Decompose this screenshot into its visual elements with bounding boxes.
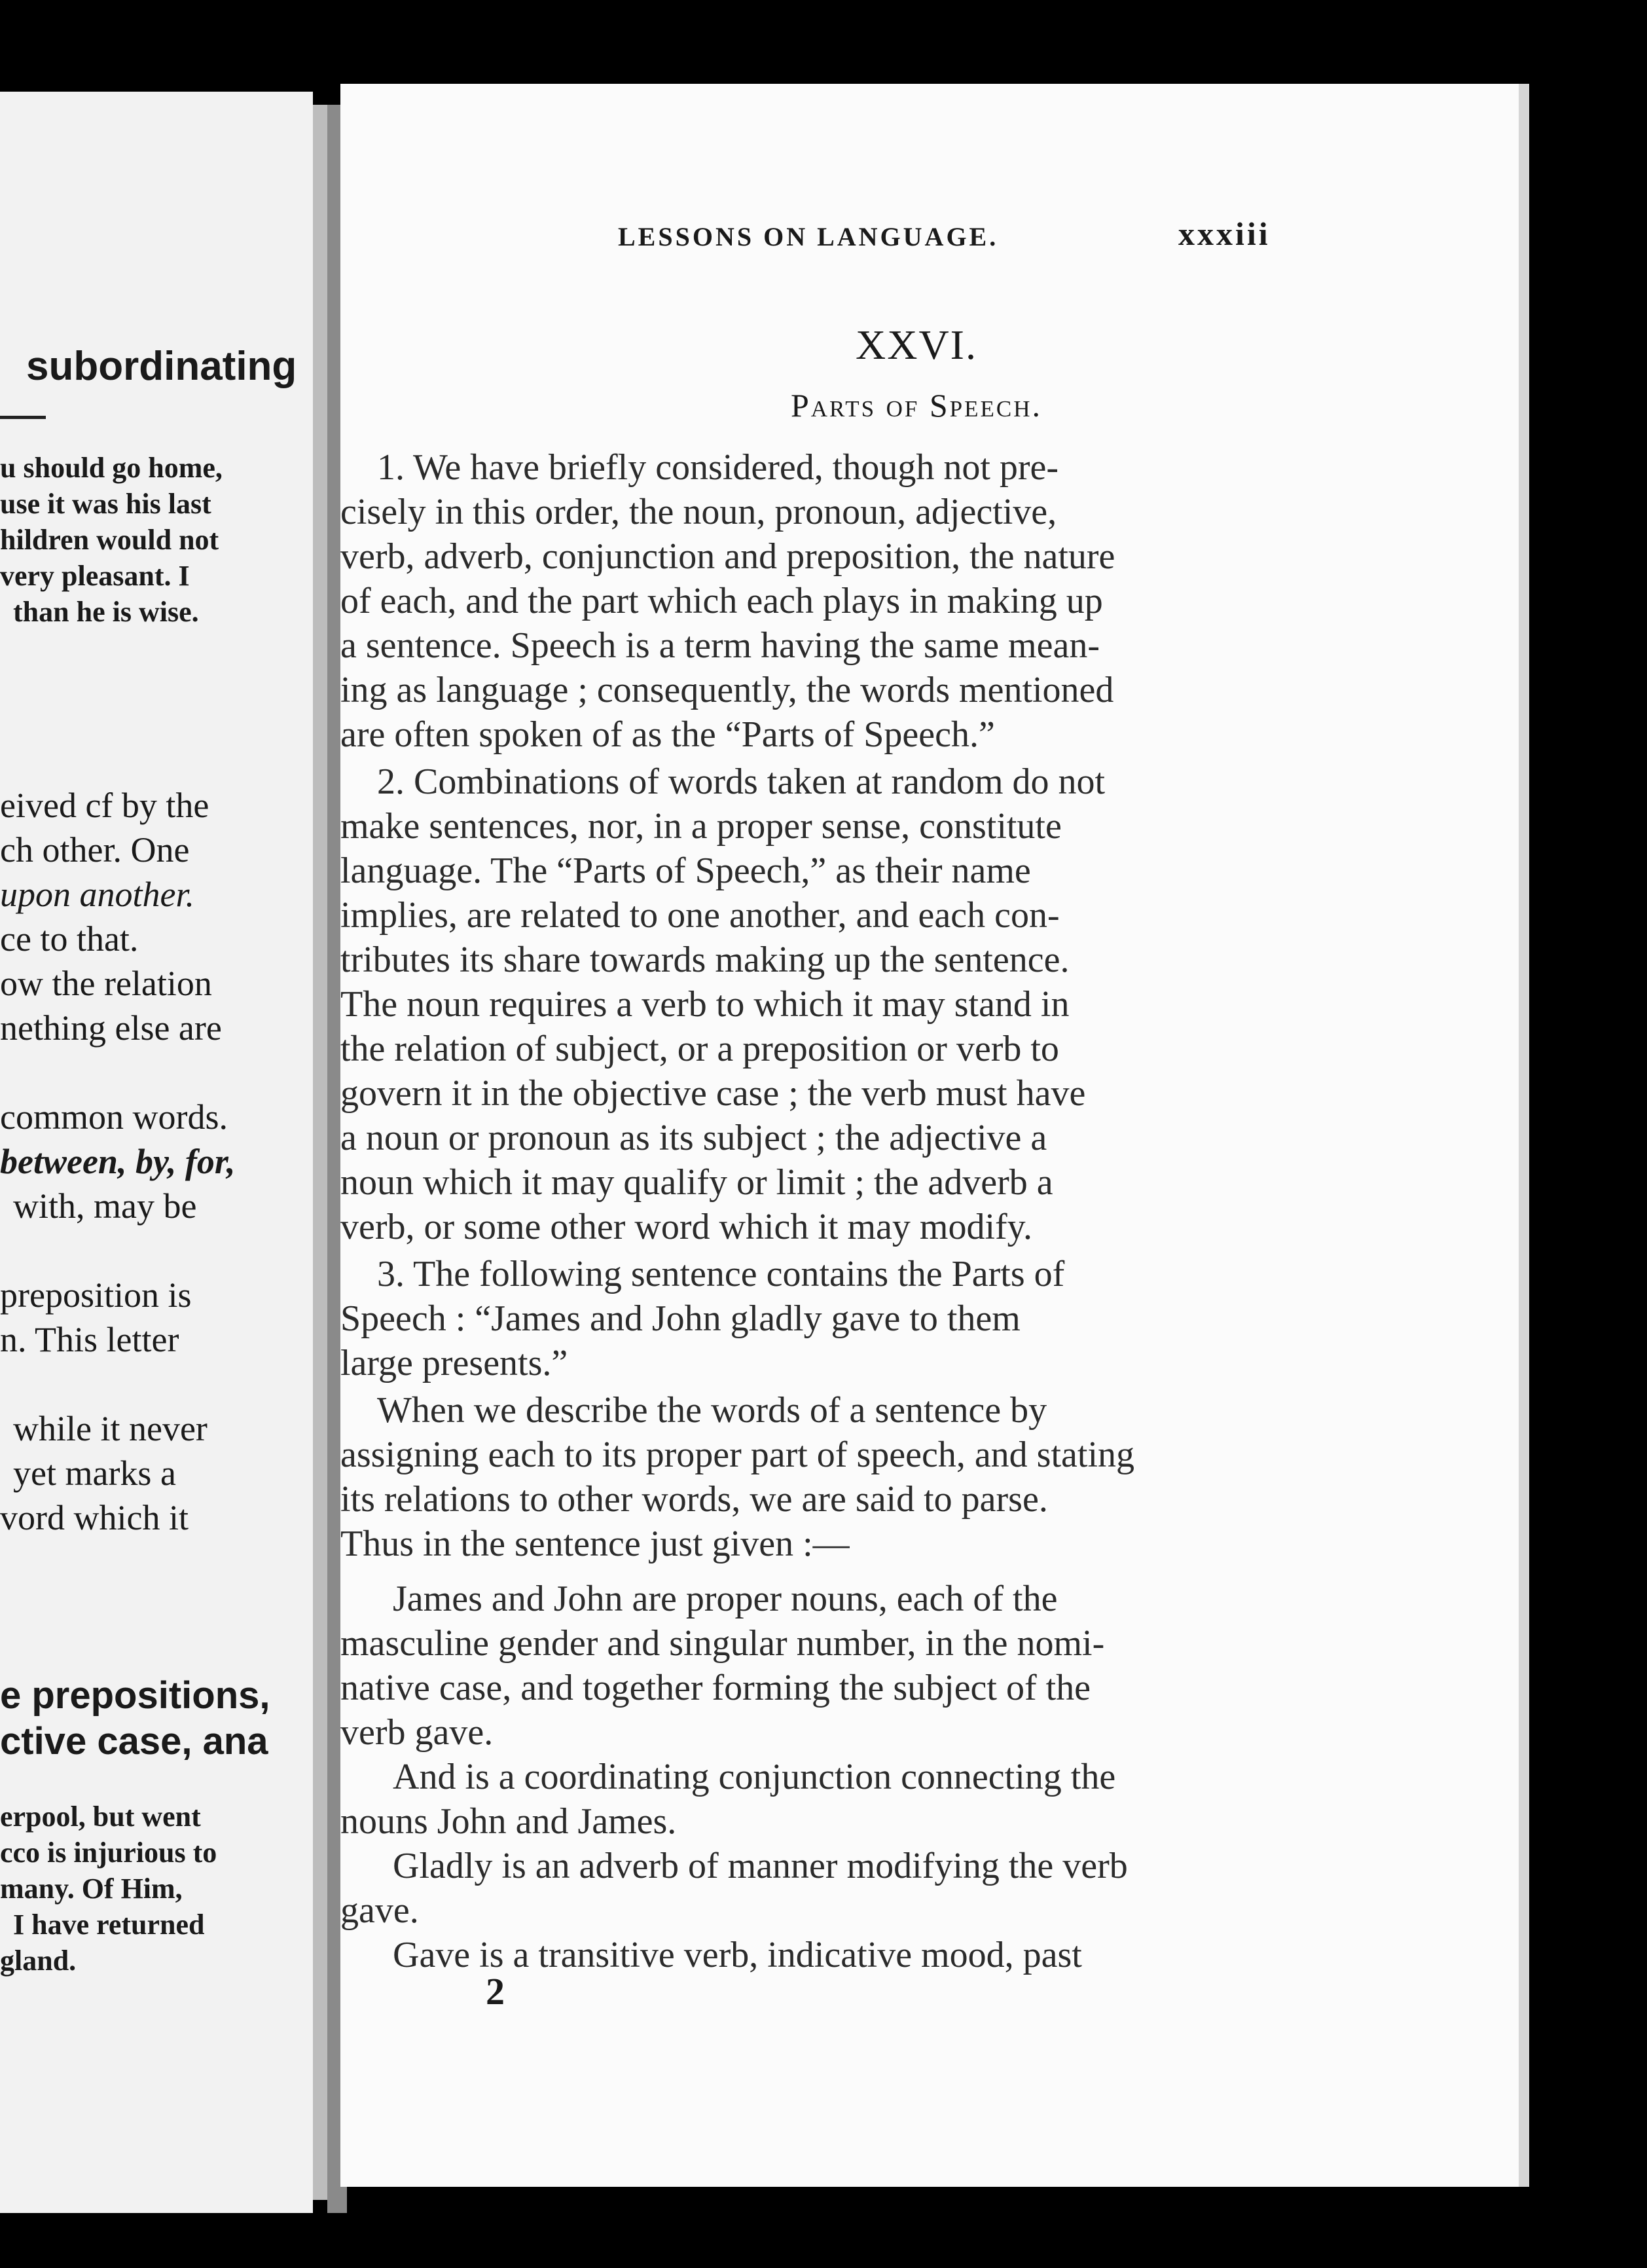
text-line: When we describe the words of a sentence by bbox=[377, 1390, 1047, 1431]
text-line: native case, and together forming the subject of the bbox=[340, 1668, 1091, 1708]
left-line: than he is wise. bbox=[13, 596, 199, 628]
signature-mark: 2 bbox=[486, 1970, 505, 2013]
text-line: cisely in this order, the noun, pronoun, adjective, bbox=[340, 492, 1057, 532]
text-line: James and John are proper nouns, each of the bbox=[393, 1579, 1058, 1619]
lesson-number: XXVI. bbox=[856, 321, 977, 368]
left-line: use it was his last bbox=[0, 488, 211, 520]
left-line: ctive case, ana bbox=[0, 1720, 268, 1763]
left-line: I have returned bbox=[13, 1909, 205, 1941]
text-line: govern it in the objective case ; the verb must have bbox=[340, 1073, 1086, 1114]
text-line: Gave is a transitive verb, indicative mood, past bbox=[393, 1935, 1082, 1975]
left-line: eived cf by the bbox=[0, 786, 209, 825]
text-line: tributes its share towards making up the sentence. bbox=[340, 940, 1070, 980]
text-line: Thus in the sentence just given :— bbox=[340, 1524, 850, 1564]
gutter-shadow bbox=[313, 105, 327, 2200]
left-line: gland. bbox=[0, 1945, 77, 1977]
left-line: ow the relation bbox=[0, 964, 212, 1003]
left-line: n. This letter bbox=[0, 1320, 179, 1359]
text-line: its relations to other words, we are said to parse. bbox=[340, 1479, 1048, 1520]
right-page bbox=[340, 84, 1529, 2187]
text-line: language. The “Parts of Speech,” as their name bbox=[340, 850, 1031, 891]
text-line: The noun requires a verb to which it may stand in bbox=[340, 984, 1070, 1025]
left-line: erpool, but went bbox=[0, 1801, 201, 1833]
text-line: are often spoken of as the “Parts of Speech.” bbox=[340, 714, 995, 755]
left-line: upon another. bbox=[0, 875, 194, 914]
text-line: 1. We have briefly considered, though not pre- bbox=[377, 447, 1059, 488]
text-line: a noun or pronoun as its subject ; the adjective a bbox=[340, 1118, 1047, 1158]
left-line: ch other. One bbox=[0, 830, 190, 869]
left-line: with, may be bbox=[13, 1186, 197, 1226]
left-line: hildren would not bbox=[0, 524, 219, 556]
text-line: verb, adverb, conjunction and preposition, the nature bbox=[340, 536, 1115, 577]
running-head: LESSONS ON LANGUAGE. bbox=[618, 222, 999, 251]
text-line: noun which it may qualify or limit ; the adverb a bbox=[340, 1162, 1053, 1203]
text-line: 2. Combinations of words taken at random do not bbox=[377, 761, 1106, 802]
text-line: Gladly is an adverb of manner modifying the verb bbox=[393, 1846, 1128, 1886]
left-line: while it never bbox=[13, 1409, 208, 1448]
text-line: a sentence. Speech is a term having the same mean- bbox=[340, 625, 1100, 666]
text-line: ing as language ; consequently, the words mentioned bbox=[340, 670, 1114, 710]
text-line: nouns John and James. bbox=[340, 1801, 677, 1842]
text-line: verb, or some other word which it may modify. bbox=[340, 1207, 1033, 1247]
text-line: Speech : “James and John gladly gave to them bbox=[340, 1298, 1021, 1339]
left-line: preposition is bbox=[0, 1275, 192, 1315]
text-line: large presents.” bbox=[340, 1343, 568, 1383]
left-line: yet marks a bbox=[13, 1454, 176, 1493]
text-line: masculine gender and singular number, in the nomi- bbox=[340, 1623, 1105, 1664]
left-rule bbox=[0, 416, 46, 419]
left-line: cco is injurious to bbox=[0, 1837, 217, 1869]
left-line: u should go home, bbox=[0, 452, 223, 484]
left-line: nething else are bbox=[0, 1008, 222, 1048]
left-line: very pleasant. I bbox=[0, 560, 190, 592]
left-heading: subordinating bbox=[26, 344, 297, 389]
left-line: e prepositions, bbox=[0, 1674, 270, 1717]
left-line: common words. bbox=[0, 1097, 228, 1137]
left-line: ce to that. bbox=[0, 919, 139, 959]
left-page bbox=[0, 92, 313, 2213]
text-line: implies, are related to one another, and each con- bbox=[340, 895, 1060, 936]
left-line: between, by, for, bbox=[0, 1142, 236, 1181]
lesson-title: Parts of Speech. bbox=[790, 387, 1043, 424]
left-line: many. Of Him, bbox=[0, 1873, 183, 1905]
text-line: gave. bbox=[340, 1890, 419, 1931]
text-line: make sentences, nor, in a proper sense, constitute bbox=[340, 806, 1062, 847]
text-line: assigning each to its proper part of speech, and stating bbox=[340, 1435, 1134, 1475]
page-folio: xxxiii bbox=[1178, 215, 1271, 252]
text-line: verb gave. bbox=[340, 1712, 494, 1753]
left-line: vord which it bbox=[0, 1498, 189, 1537]
text-line: the relation of subject, or a preposition or verb to bbox=[340, 1029, 1059, 1069]
text-line: And is a coordinating conjunction connecting the bbox=[393, 1757, 1116, 1797]
text-line: 3. The following sentence contains the Parts of bbox=[377, 1254, 1065, 1294]
text-line: of each, and the part which each plays in making up bbox=[340, 581, 1103, 621]
